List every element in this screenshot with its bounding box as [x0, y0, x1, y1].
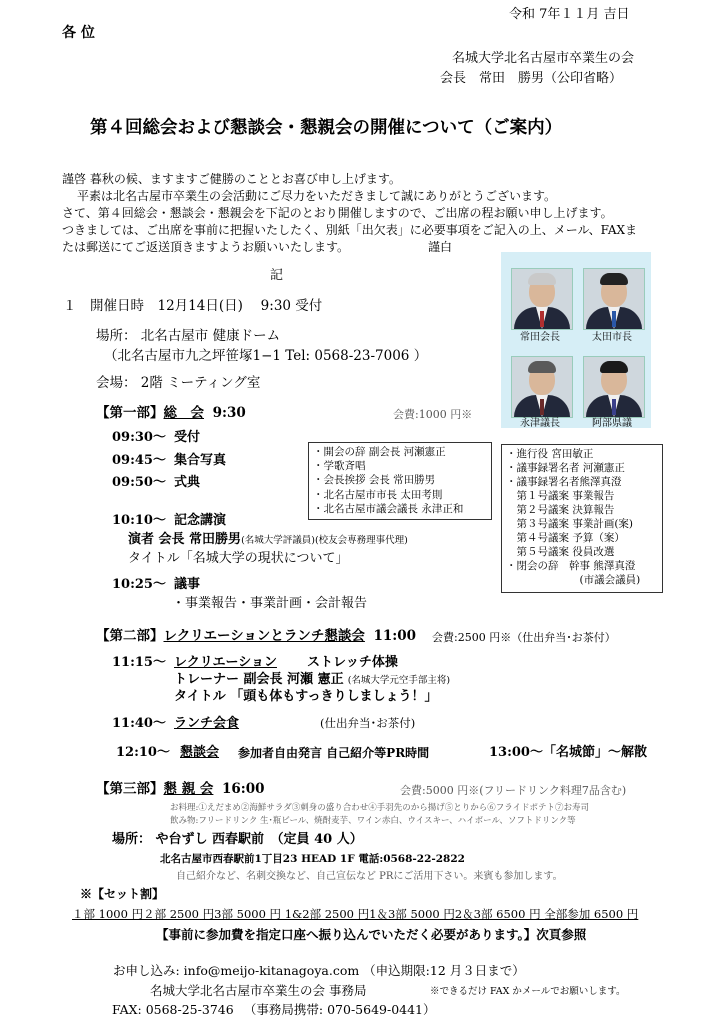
talk-time: 12:10〜 [116, 745, 170, 760]
agenda-time: 10:25〜 [112, 577, 166, 592]
part2-header [96, 630, 416, 644]
agenda-items: ・事業報告・事業計画・会計報告 [172, 596, 368, 611]
part1-fee: 会費:1000 円※ [393, 408, 473, 421]
photo-caption: 常田会長 [520, 332, 560, 343]
set-discount-label: ※【セット割】 [80, 887, 165, 901]
official-photo [511, 356, 573, 418]
event-date: １ 開催日時 12月14日(日) 9:30 受付 [63, 298, 323, 314]
schedule-item: 集合写真 [174, 453, 227, 468]
talk-detail: 参加者自由発言 自己紹介等PR時間 [238, 746, 430, 760]
tie-mark [540, 311, 544, 327]
part3-label: 【第三部】 [96, 781, 164, 797]
ki-mark: 記 [270, 268, 284, 283]
venue-address: （北名古屋市九之坪笹塚1−1 Tel: 0568-23-7006 ） [104, 348, 428, 364]
photo-caption: 太田市長 [592, 332, 632, 343]
ceremony-item: ・北名古屋市議会議長 永津正和 [313, 503, 464, 515]
schedule-time: 09:45〜 [112, 453, 166, 468]
ceremony-item: ・北名古屋市市長 太田考則 [313, 489, 443, 501]
schedule-item: 式典 [174, 475, 201, 490]
org-name: 名城大学北名古屋市卒業生の会 [452, 51, 635, 66]
ceremony-program-box [308, 442, 492, 520]
trainer-note: (名城大学元空手部主将) [347, 675, 451, 686]
greeting-line: さて、第４回総会・懇談会・懇親会を下記のとおり開催しますので、ご出席の程お願い申し上げます。 [62, 206, 613, 220]
proceedings-item: 第３号議案 事業計画(案) [506, 518, 634, 530]
lunch-label: ランチ会食 [174, 716, 240, 731]
part2-label: 【第二部】 [96, 628, 164, 644]
schedule-item: 受付 [174, 430, 201, 445]
proceedings-item: (市議会議員) [506, 574, 641, 586]
proceedings-item: 第５号議案 役員改選 [506, 546, 615, 558]
greeting-line: 平素は北名古屋市卒業生の会活動にご尽力をいただきまして誠にありがとうございます。 [77, 189, 557, 203]
venue-place: 場所： 北名古屋市 健康ドーム [96, 328, 281, 344]
trainer [174, 673, 450, 686]
part3-name: 懇 親 会 [163, 781, 214, 797]
photo-caption: 阿部県議 [592, 418, 632, 429]
rec-time: 11:15〜 [112, 655, 166, 670]
issue-date: 令和 7年１１月 吉日 [509, 7, 630, 22]
part2-name: レクリエーションとランチ懇談会 [163, 628, 365, 644]
talk-label: 懇談会 [180, 745, 220, 760]
part1-header [96, 407, 246, 421]
part3-menu: お料理:①えだまめ②海鮮サラダ③刺身の盛り合わせ④手羽先のから揚げ⑤とりから⑥フライドポテト⑦お寿司 [170, 803, 590, 813]
rec-title: タイトル 「頭も体もすっきりしましょう！」 [174, 689, 438, 704]
office-note: ※できるだけ FAX かメールでお願いします。 [430, 986, 626, 997]
fax-phone: FAX: 0568-25-3746 （事務局携帯: 070-5649-0441） [112, 1002, 436, 1017]
proceedings-item: ・議事録署名者熊澤真澄 [506, 476, 622, 488]
greeting-line: 謹啓 暮秋の候、ますますご健勝のこととお喜び申し上げます。 [62, 172, 401, 186]
part1-name: 総 会 [163, 405, 204, 421]
rec-detail: ストレッチ体操 [307, 655, 398, 670]
lecture-speaker [128, 533, 408, 546]
lunch-time: 11:40〜 [112, 716, 166, 731]
agenda-label: 議事 [174, 577, 201, 592]
lecture-label: 記念講演 [174, 513, 227, 528]
part2-fee: 会費:2500 円※（仕出弁当･お茶付） [432, 631, 616, 644]
part2-time: 11:00 [373, 628, 417, 644]
greeting-line: たは郵送にてご返送頂きますようお願いいたします。 [62, 240, 350, 254]
proceedings-item: 第４号議案 予算（案） [506, 532, 625, 544]
lecture-title: タイトル「名城大学の現状について」 [128, 551, 349, 566]
ceremony-item: ・開会の辞 副会長 河瀬憲正 [313, 446, 446, 458]
part3-drinks: 飲み物:フリードリンク 生･瓶ビール、焼酎麦芋、ワイン赤白、ウイスキー、ハイボール、ソフトドリンク等 [170, 816, 576, 826]
part3-time: 16:00 [222, 781, 265, 797]
proceedings-item: ・進行役 宮田敏正 [506, 448, 594, 460]
talk-end: 13:00〜「名城節」〜解散 [489, 745, 647, 760]
official-photo [583, 268, 645, 330]
part3-header [96, 783, 265, 797]
proceedings-item: 第１号議案 事業報告 [506, 490, 615, 502]
closing-word: 謹白 [428, 240, 453, 254]
rec-label: レクリエーション [174, 655, 277, 670]
payment-notice: 【事前に参加費を指定口座へ振り込んでいただく必要があります。】次頁参照 [156, 927, 587, 942]
office-name: 名城大学北名古屋市卒業生の会 事務局 [150, 983, 367, 998]
speaker-note: (名城大学評議員)(校友会専務理事代理) [241, 535, 408, 546]
president-name: 会長 常田 勝男（公印省略） [440, 71, 623, 86]
greeting-line: つきましては、ご出席を事前に把握いたしたく、別紙「出欠表」に必要事項をご記入の上、メール、FAXま [62, 223, 638, 237]
ceremony-item: ・学歌斉唱 [313, 460, 366, 472]
part1-label: 【第一部】 [96, 405, 164, 421]
part3-fee: 会費:5000 円※(フリードリンク料理7品含む) [400, 784, 627, 797]
trainer-name: トレーナー 副会長 河瀬 憲正 [174, 672, 344, 687]
schedule-time: 09:30〜 [112, 430, 166, 445]
part3-address: 北名古屋市西春駅前1丁目23 HEAD 1F 電話:0568-22-2822 [160, 853, 465, 865]
official-photo [511, 268, 573, 330]
photo-caption: 永津議長 [520, 418, 560, 429]
proceedings-item: ・議事録署名者 河瀬憲正 [506, 462, 625, 474]
lecture-time: 10:10〜 [112, 513, 166, 528]
proceedings-item: 第２号議案 決算報告 [506, 504, 615, 516]
part3-note: 自己紹介など、名刺交換など、自己宣伝など PRにご活用下さい。来賓も参加します。 [176, 871, 563, 882]
official-photo [583, 356, 645, 418]
proceedings-item: ・閉会の辞 幹事 熊澤真澄 [506, 560, 636, 572]
part3-place: 場所： や台ずし 西春駅前 （定員 40 人） [112, 832, 363, 847]
page-title: 第４回総会および懇談会・懇親会の開催について（ご案内） [90, 118, 563, 138]
set-discount-prices: １部 1000 円２部 2500 円3部 5000 円 1&2部 2500 円1＆3部 5000 円2＆3部 6500 円 全部参加 6500 円 [72, 907, 639, 921]
proceedings-box [501, 444, 663, 593]
recipient: 各 位 [62, 25, 95, 41]
ceremony-item: ・会長挨拶 会長 常田勝男 [313, 474, 436, 486]
venue-hall: 会場： 2階 ミーティング室 [96, 375, 261, 391]
part1-time: 9:30 [212, 405, 246, 421]
lunch-note: (仕出弁当･お茶付) [320, 716, 416, 730]
officials-photo-panel [501, 252, 651, 428]
apply-email: お申し込み: info@meijo-kitanagoya.com （申込期限:12 月３日まで） [113, 963, 525, 978]
schedule-time: 09:50〜 [112, 475, 166, 490]
speaker-name: 演者 会長 常田勝男 [128, 532, 242, 547]
